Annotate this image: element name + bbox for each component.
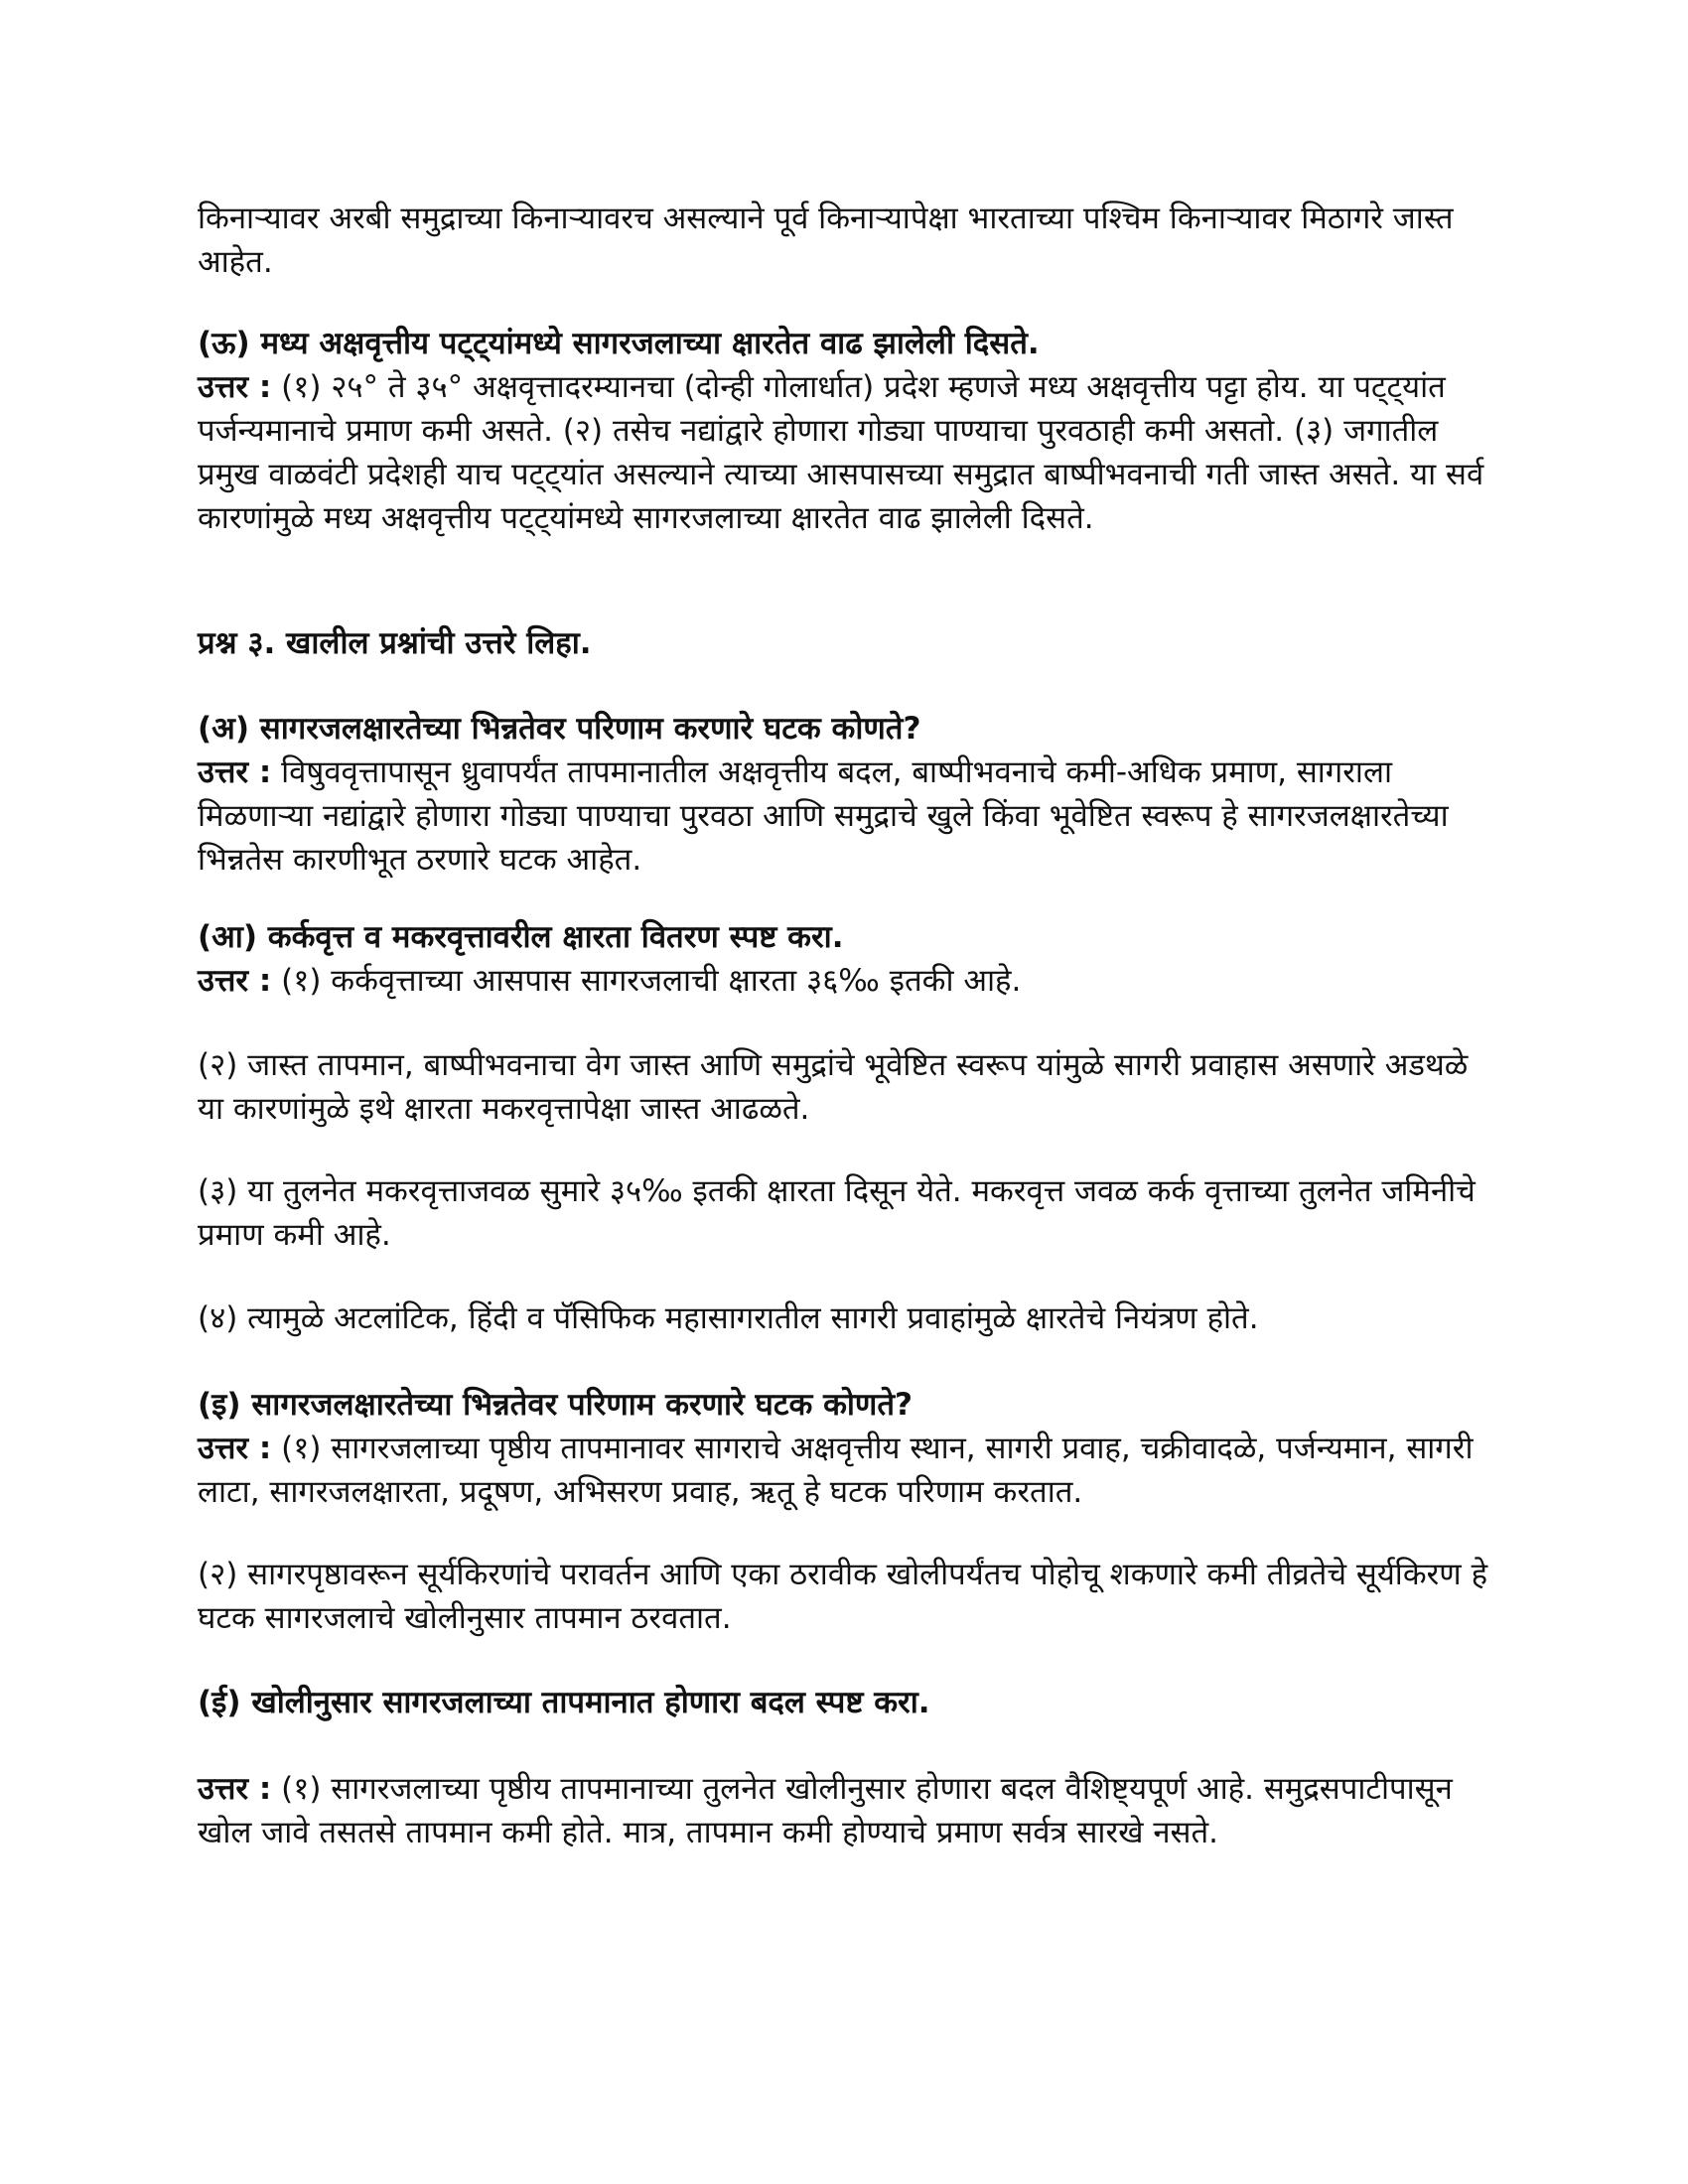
continuation-paragraph (198, 197, 1488, 284)
question-ii-answer: (१) सागरजलाच्या पृष्ठीय तापमानाच्या तुलनेत खोलीनुसार होणारा बदल वैशिष्ट्यपूर्ण आहे. समुद्रसपाटीपासून खोल जावे तसतसे तापमान कमी होते. मात्र, तापमान कमी होण्याचे प्रमाण सर्वत्र सारखे नसते. (198, 1771, 1453, 1850)
section-heading (198, 621, 1488, 665)
question-i (198, 1383, 1488, 1514)
question-aa-answer-3: (३) या तुलनेत मकरवृत्ताजवळ सुमारे ३५‰ इतकी क्षारता दिसून येते. मकरवृत्त जवळ कर्क वृत्ताच्या तुलनेत जमिनीचे प्रमाण कमी आहे. (198, 1173, 1476, 1253)
question-ii (198, 1681, 1488, 1724)
question-i-heading: (इ) सागरजलक्षारतेच्या भिन्नतेवर परिणाम करणारे घटक कोणते? (198, 1387, 913, 1423)
question-ii-answer-block (198, 1767, 1488, 1854)
question-u-answer-label: उत्तर : (198, 369, 272, 405)
question-aa-answer-1: (१) कर्कवृत्ताच्या आसपास सागरजलाची क्षारता ३६‰ इतकी आहे. (281, 963, 1022, 999)
question-aa-point-3 (198, 1169, 1488, 1257)
question-i-answer-label: उत्तर : (198, 1431, 272, 1466)
question-u-answer: (१) २५° ते ३५° अक्षवृत्तादरम्यानचा (दोन्ही गोलार्धात) प्रदेश म्हणजे मध्य अक्षवृत्तीय पट्टा होय. या पट्ट्यांत पर्जन्यमानाचे प्रमाण कमी असते. (२) तसेच नद्यांद्वारे होणारा गोड्या पाण्याचा पुरवठाही कमी असतो. (३) जगातील प्रमुख वाळवंटी प्रदेशही याच पट्ट्यांत असल्याने त्याच्या आसपासच्या समुद्रात बाष्पीभवनाची गती जास्त असते. या सर्व कारणांमुळे मध्य अक्षवृत्तीय पट्ट्यांमध्ये सागरजलाच्या क्षारतेत वाढ झालेली दिसते. (198, 369, 1484, 536)
question-aa-answer-2: (२) जास्त तापमान, बाष्पीभवनाचा वेग जास्त आणि समुद्रांचे भूवेष्टित स्वरूप यांमुळे सागरी प्रवाहास असणारे अडथळे या कारणांमुळे इथे क्षारता मकरवृत्तापेक्षा जास्त आढळते. (198, 1047, 1469, 1127)
question-u (198, 322, 1488, 540)
question-aa-point-2 (198, 1043, 1488, 1131)
question-i-answer-2: (२) सागरपृष्ठावरून सूर्यकिरणांचे परावर्तन आणि एका ठरावीक खोलीपर्यंतच पोहोचू शकणारे कमी तीव्रतेचे सूर्यकिरण हे घटक सागरजलाचे खोलीनुसार तापमान ठरवतात. (198, 1557, 1488, 1636)
question-aa-point-4 (198, 1297, 1488, 1340)
section-heading-text: प्रश्न ३. खालील प्रश्नांची उत्तरे लिहा. (198, 625, 592, 661)
question-ii-answer-label: उत्तर : (198, 1771, 272, 1807)
question-aa-heading: (आ) कर्कवृत्त व मकरवृत्तावरील क्षारता वितरण स्पष्ट करा. (198, 919, 844, 955)
question-aa-answer-4: (४) त्यामुळे अटलांटिक, हिंदी व पॅसिफिक महासागरातील सागरी प्रवाहांमुळे क्षारतेचे नियंत्रण होते. (198, 1300, 1259, 1336)
continuation-text: किनाऱ्यावर अरबी समुद्राच्या किनाऱ्यावरच असल्याने पूर्व किनाऱ्यापेक्षा भारताच्या पश्चिम किनाऱ्यावर मिठागरे जास्त आहेत. (198, 201, 1454, 280)
question-a-heading: (अ) सागरजलक्षारतेच्या भिन्नतेवर परिणाम करणारे घटक कोणते? (198, 711, 921, 747)
question-a-answer-label: उत्तर : (198, 754, 272, 790)
question-u-heading: (ऊ) मध्य अक्षवृत्तीय पट्ट्यांमध्ये सागरजलाच्या क्षारतेत वाढ झालेली दिसते. (198, 326, 1040, 361)
question-aa (198, 915, 1488, 1003)
question-i-point-2 (198, 1553, 1488, 1640)
question-aa-answer-label: उत्तर : (198, 963, 272, 999)
question-ii-heading: (ई) खोलीनुसार सागरजलाच्या तापमानात होणारा बदल स्पष्ट करा. (198, 1685, 930, 1720)
question-a (198, 707, 1488, 882)
question-a-answer: विषुववृत्तापासून ध्रुवापर्यंत तापमानातील अक्षवृत्तीय बदल, बाष्पीभवनाचे कमी-अधिक प्रमाण, सागराला मिळणाऱ्या नद्यांद्वारे होणारा गोड्या पाण्याचा पुरवठा आणि समुद्राचे खुले किंवा भूवेष्टित स्वरूप हे सागरजलक्षारतेच्या भिन्नतेस कारणीभूत ठरणारे घटक आहेत. (198, 754, 1449, 878)
question-i-answer-1: (१) सागरजलाच्या पृष्ठीय तापमानावर सागराचे अक्षवृत्तीय स्थान, सागरी प्रवाह, चक्रीवादळे, पर्जन्यमान, सागरी लाटा, सागरजलक्षारता, प्रदूषण, अभिसरण प्रवाह, ऋतू हे घटक परिणाम करतात. (198, 1431, 1474, 1510)
